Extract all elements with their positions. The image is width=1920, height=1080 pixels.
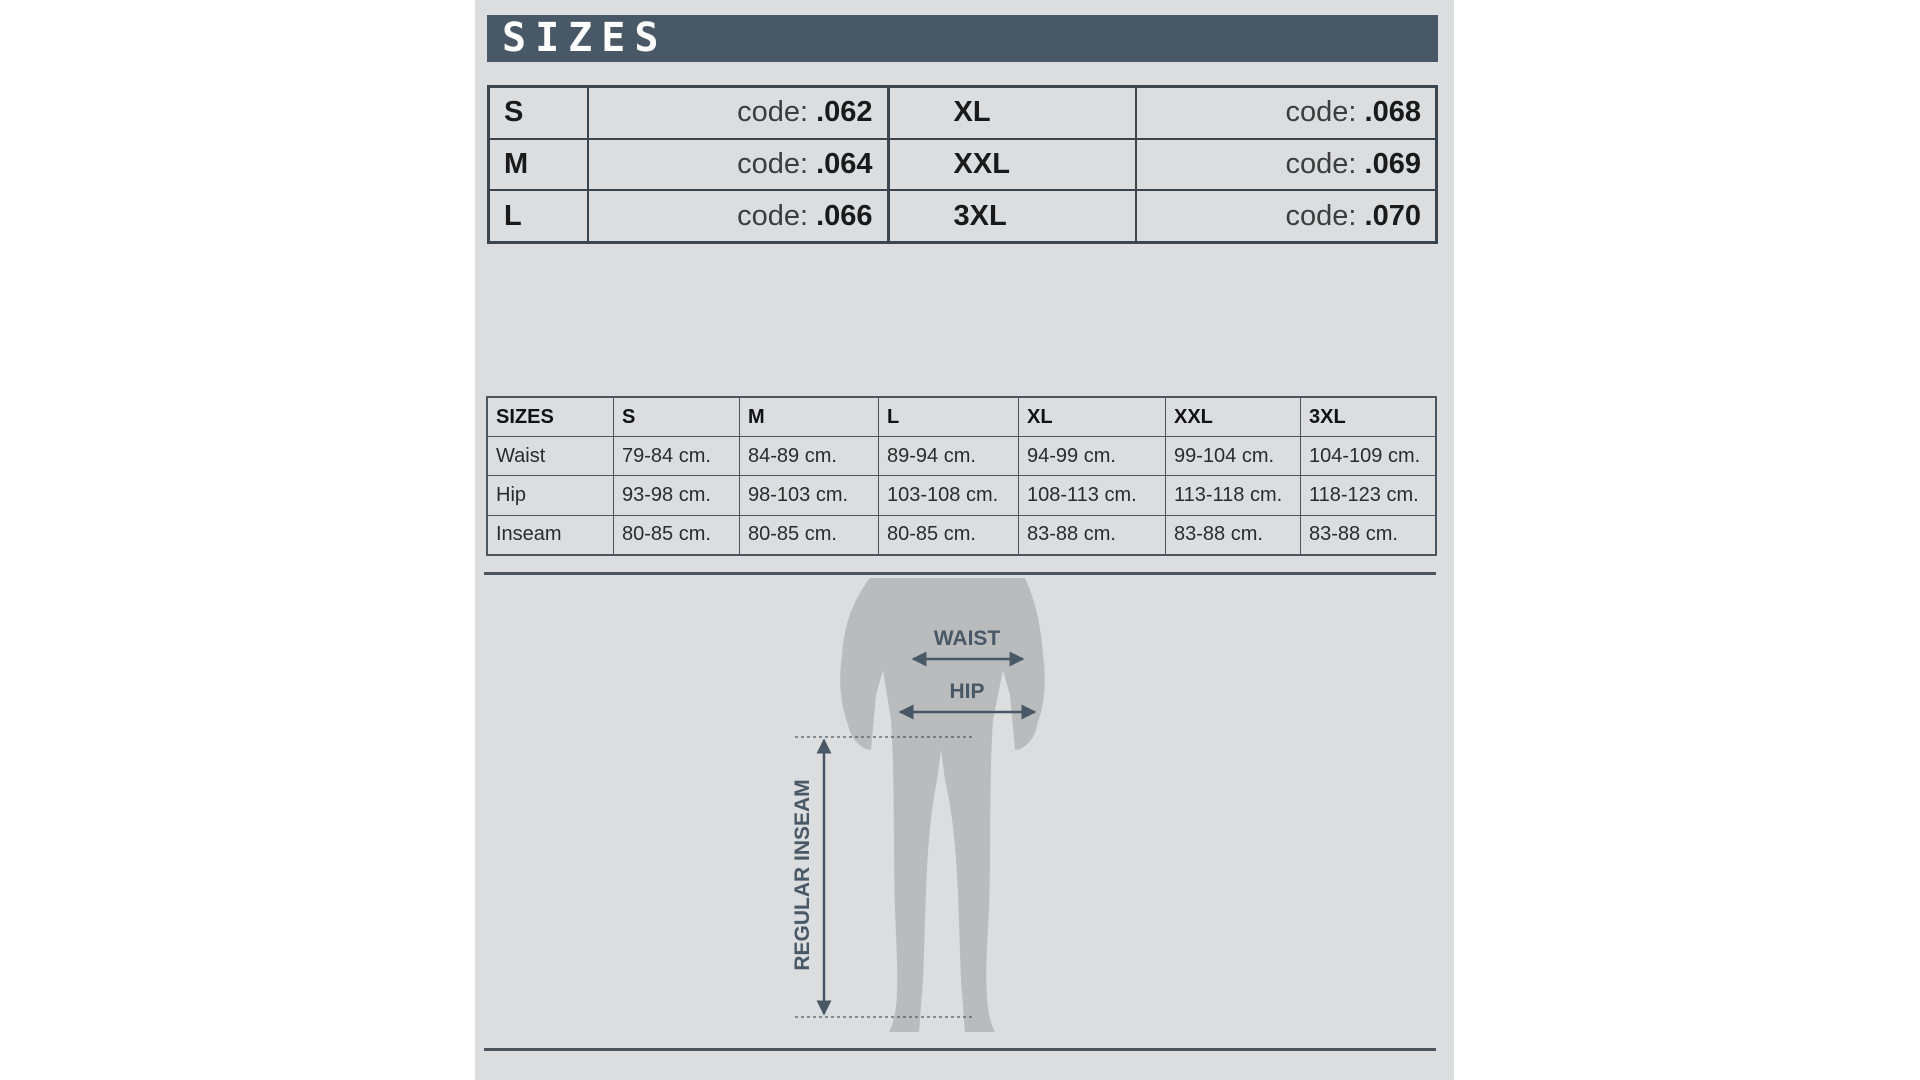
table-cell: 113-118 cm.: [1166, 476, 1301, 515]
inseam-label: REGULAR INSEAM: [791, 779, 814, 971]
code-label: code:: [737, 96, 809, 129]
column-header: M: [740, 397, 879, 437]
measurement-table: [486, 396, 1437, 556]
size-code-table: [487, 85, 1438, 244]
column-header: L: [879, 397, 1019, 437]
table-cell: 99-104 cm.: [1166, 437, 1301, 476]
row-label: Inseam: [487, 515, 614, 555]
size-label: M: [489, 139, 588, 191]
size-label: XL: [888, 87, 1136, 139]
sizes-banner: SIZES: [487, 15, 1438, 62]
code-value: .068: [1364, 96, 1421, 129]
table-cell: 94-99 cm.: [1019, 437, 1166, 476]
row-label: Waist: [487, 437, 614, 476]
table-cell: 118-123 cm.: [1301, 476, 1437, 515]
size-label: XXL: [888, 139, 1136, 191]
table-row: [487, 515, 1436, 555]
size-code: [1136, 139, 1437, 191]
size-code: [588, 190, 889, 242]
size-code: [588, 87, 889, 139]
column-header: XL: [1019, 397, 1166, 437]
size-code: [1136, 190, 1437, 242]
size-code: [1136, 87, 1437, 139]
waist-label: WAIST: [933, 627, 1001, 650]
size-code-row: [489, 139, 1437, 191]
code-value: .070: [1364, 199, 1421, 232]
code-value: .066: [816, 199, 873, 232]
size-code-row: [489, 190, 1437, 242]
code-value: .064: [816, 147, 873, 180]
table-cell: 80-85 cm.: [614, 515, 740, 555]
column-header: SIZES: [487, 397, 614, 437]
table-cell: 98-103 cm.: [740, 476, 879, 515]
table-cell: 108-113 cm.: [1019, 476, 1166, 515]
code-label: code:: [1285, 199, 1357, 232]
size-code: [588, 139, 889, 191]
table-cell: 79-84 cm.: [614, 437, 740, 476]
column-header: 3XL: [1301, 397, 1437, 437]
table-cell: 80-85 cm.: [879, 515, 1019, 555]
table-row: [487, 476, 1436, 515]
body-measurement-diagram: [475, 570, 1454, 1070]
table-cell: 93-98 cm.: [614, 476, 740, 515]
table-cell: 83-88 cm.: [1166, 515, 1301, 555]
size-label: S: [489, 87, 588, 139]
table-cell: 84-89 cm.: [740, 437, 879, 476]
row-label: Hip: [487, 476, 614, 515]
size-label: 3XL: [888, 190, 1136, 242]
code-label: code:: [1285, 96, 1357, 129]
table-cell: 89-94 cm.: [879, 437, 1019, 476]
table-cell: 83-88 cm.: [1301, 515, 1437, 555]
size-label: L: [489, 190, 588, 242]
code-label: code:: [737, 147, 809, 180]
column-header: XXL: [1166, 397, 1301, 437]
table-cell: 80-85 cm.: [740, 515, 879, 555]
hip-label: HIP: [949, 680, 985, 703]
table-cell: 103-108 cm.: [879, 476, 1019, 515]
size-code-row: [489, 87, 1437, 139]
divider-bottom: [484, 1048, 1436, 1051]
size-chart-panel: [475, 0, 1454, 1080]
code-label: code:: [1285, 147, 1357, 180]
code-value: .062: [816, 96, 873, 129]
code-label: code:: [737, 199, 809, 232]
code-value: .069: [1364, 147, 1421, 180]
column-header: S: [614, 397, 740, 437]
table-row: [487, 437, 1436, 476]
table-cell: 83-88 cm.: [1019, 515, 1166, 555]
table-cell: 104-109 cm.: [1301, 437, 1437, 476]
measurement-header-row: [487, 397, 1436, 437]
